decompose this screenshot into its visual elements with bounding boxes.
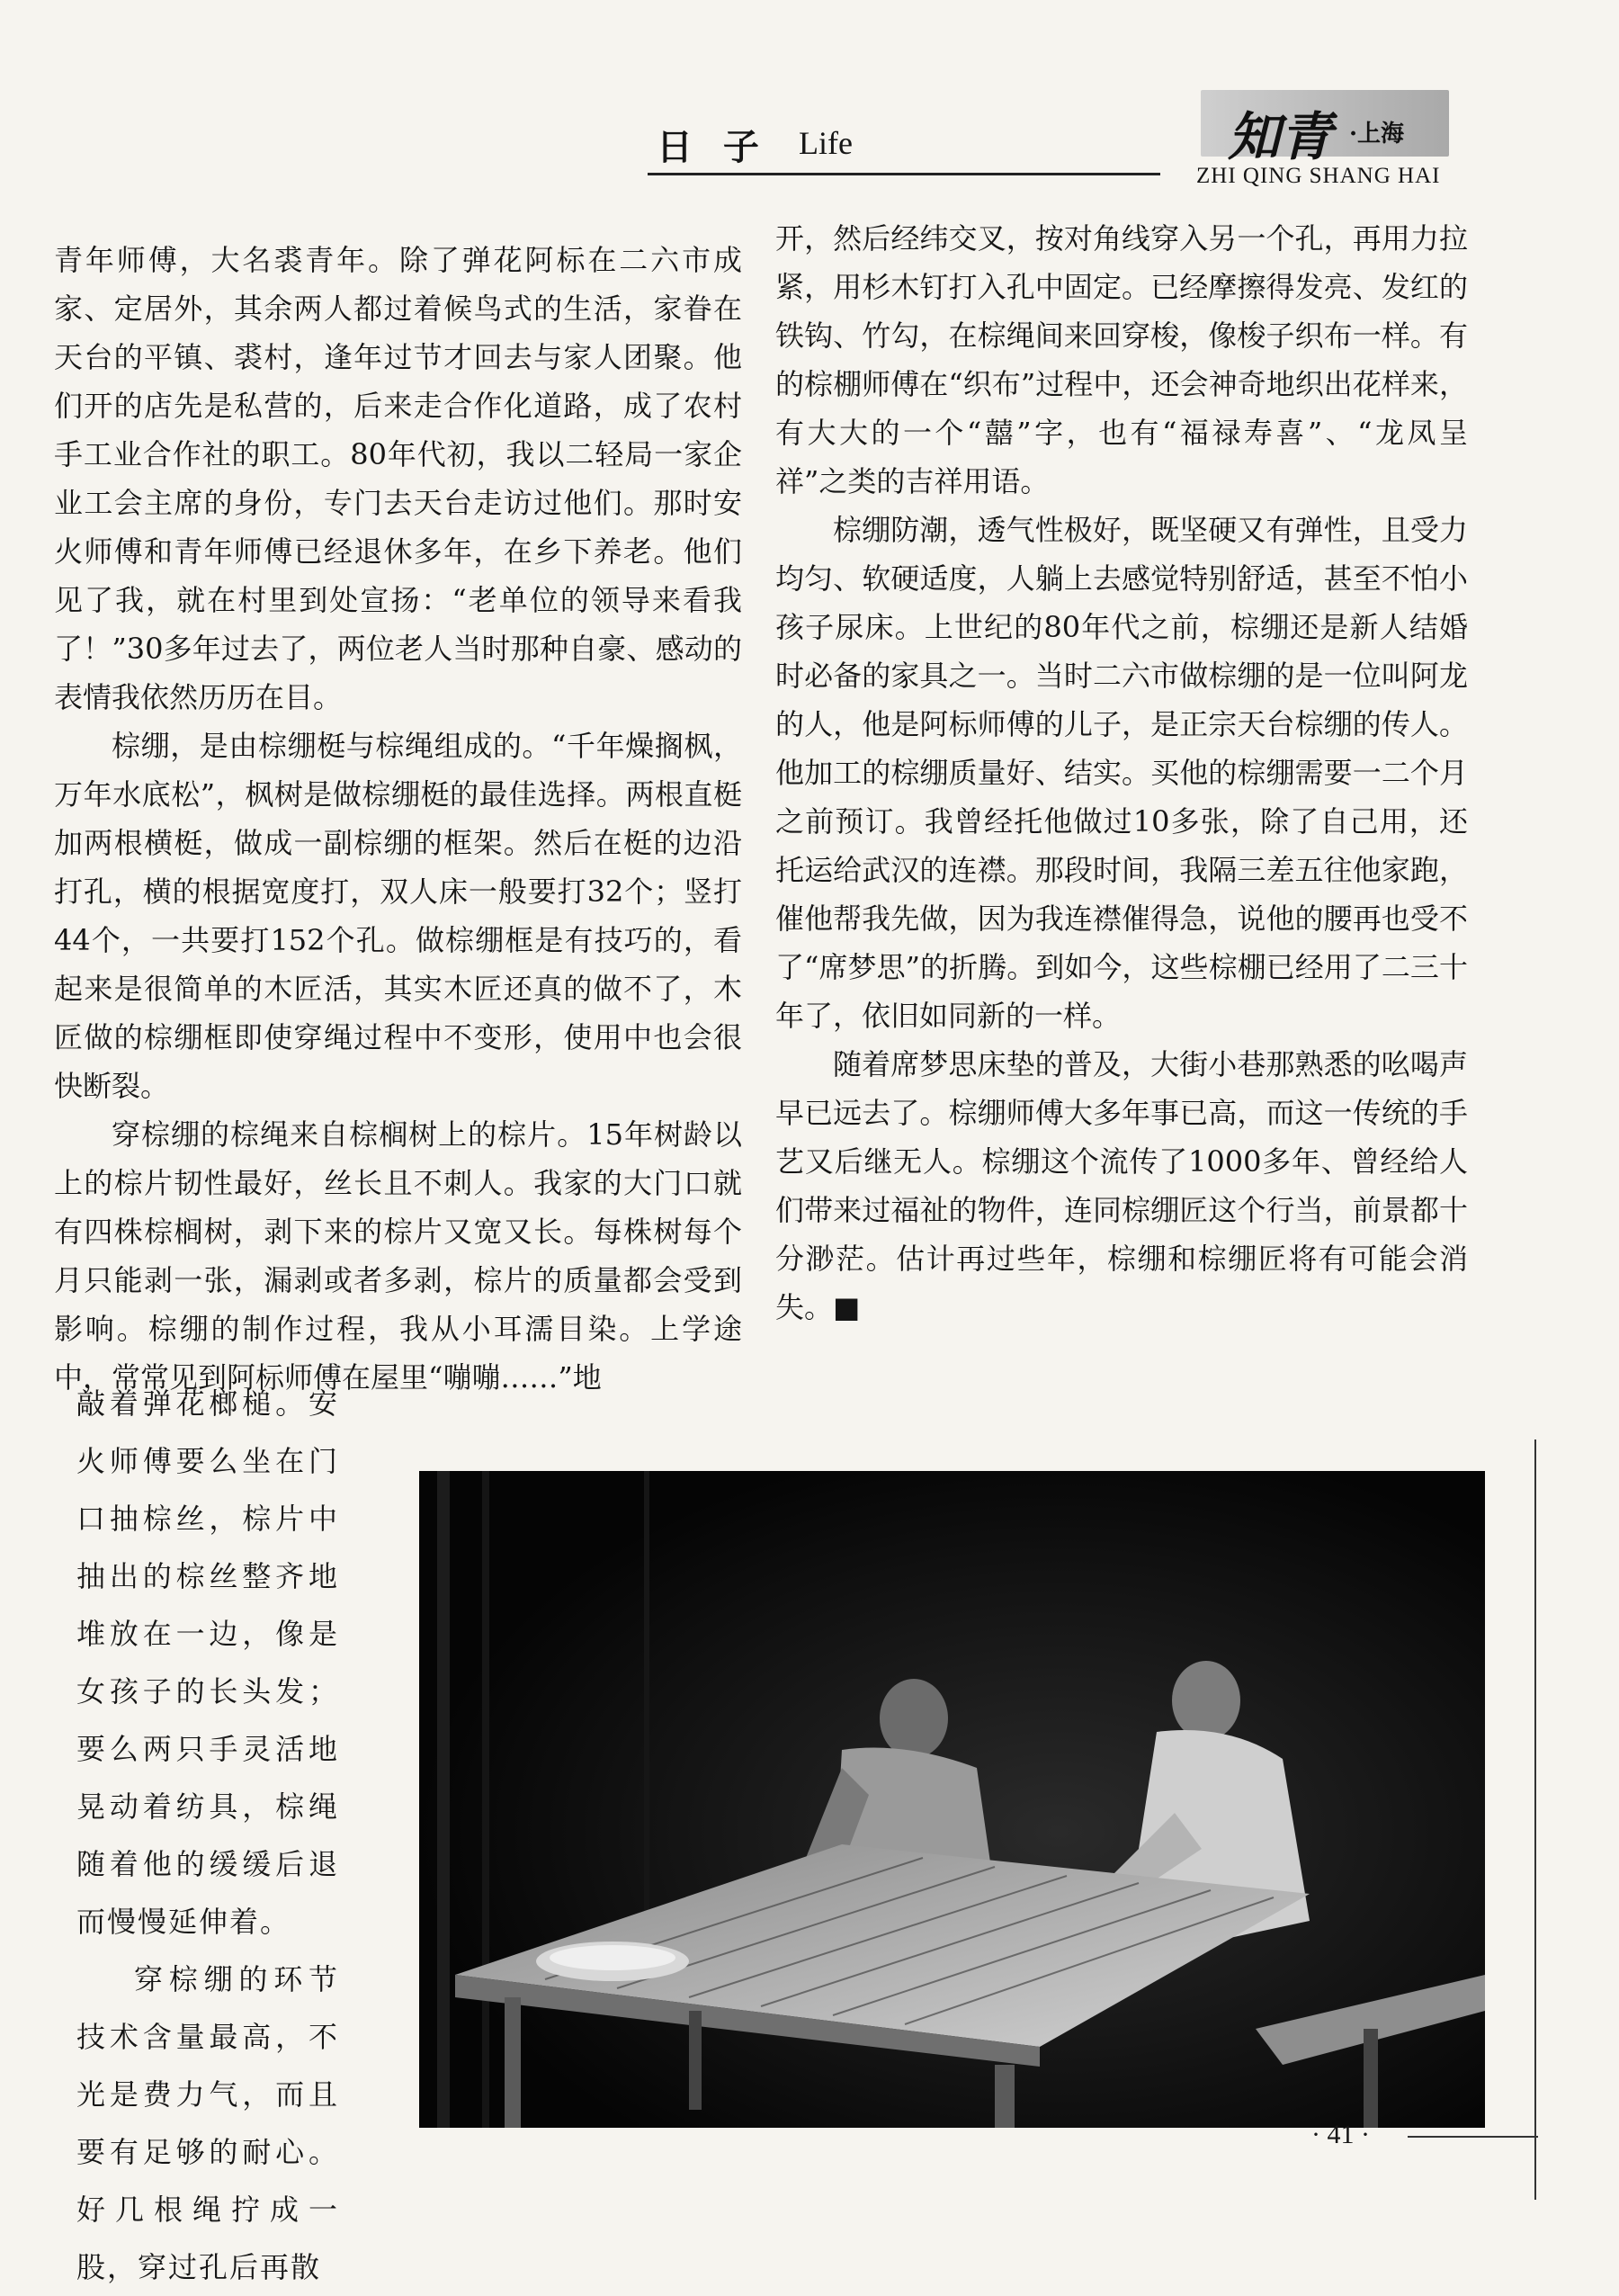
paragraph: 穿棕绷的棕绳来自棕榈树上的棕片。15年树龄以上的棕片韧性最好，丝长且不刺人。我家的大门口就有四株棕榈树，剥下来的棕片又宽又长。每株树每个月只能剥一张，漏剥或者多剥，棕片的质量都会受到影响。棕绷的制作过程，我从小耳濡目染。上学途中，常常见到阿标师傅在屋里“嘣嘣……”地 — [54, 1117, 742, 1395]
paragraph: 棕绷防潮，透气性极好，既坚硬又有弹性，且受力均匀、软硬适度，人躺上去感觉特别舒适，甚至不怕小孩子尿床。上世纪的80年代之前，棕绷还是新人结婚时必备的家具之一。当时二六市做棕绷的是一位叫阿龙的人，他是阿标师傅的儿子，是正宗天台棕绷的传人。他加工的棕绷质量好、结实。买他的棕绷需要一二个月之前预订。我曾经托他做过10多张，除了自己用，还托运给武汉的连襟。那段时间，我隔三差五往他家跑，催他帮我先做，因为我连襟催得急，说他的腰再也受不了“席梦思”的折腾。到如今，这些棕棚已经用了二三十年了，依旧如同新的一样。 — [775, 513, 1468, 1033]
page-border-line — [1534, 1439, 1536, 2200]
paragraph: 随着席梦思床垫的普及，大街小巷那熟悉的吆喝声早已远去了。棕绷师傅大多年事已高，而这一传统的手艺又后继无人。棕绷这个流传了1000多年、曾经给人们带来过福祉的物件，连同棕绷匠这个行当，前景都十分渺茫。估计再过些年，棕绷和棕绷匠将有可能会消失。■ — [775, 1047, 1468, 1324]
header-rule — [648, 173, 1160, 175]
article-left-column — [54, 236, 742, 1402]
section-title: 日 子 — [657, 126, 768, 168]
section-title-english: Life — [799, 125, 853, 161]
article-photo — [419, 1471, 1485, 2128]
paragraph: 开，然后经纬交叉，按对角线穿入另一个孔，再用力拉紧，用杉木钉打入孔中固定。已经摩擦得发亮、发红的铁钩、竹勾，在棕绳间来回穿梭，像梭子织布一样。有的棕棚师傅在“织布”过程中，还会神奇地织出花样来，有大大的一个“囍”字，也有“福禄寿喜”、“龙凤呈祥”之类的吉祥用语。 — [775, 221, 1468, 498]
paragraph: 青年师傅，大名裘青年。除了弹花阿标在二六市成家、定居外，其余两人都过着候鸟式的生活，家眷在天台的平镇、裘村，逢年过节才回去与家人团聚。他们开的店先是私营的，后来走合作化道路，成了农村手工业合作社的职工。80年代初，我以二轻局一家企业工会主席的身份，专门去天台走访过他们。那时安火师傅和青年师傅已经退休多年，在乡下养老。他们见了我，就在村里到处宣扬：“老单位的领导来看我了！”30多年过去了，两位老人当时那种自豪、感动的表情我依然历历在目。 — [54, 243, 742, 714]
footer-rule — [1408, 2136, 1538, 2138]
logo-sub-text: ·上海 — [1349, 121, 1405, 148]
logo-main-text: 知青 — [1228, 106, 1333, 167]
paragraph: 穿棕绷的环节技术含量最高，不光是费力气，而且要有足够的耐心。好几根绳拧成一股，穿过孔后再散 — [76, 1962, 339, 2284]
article-narrow-column — [76, 1375, 339, 2296]
page-number: · 41 · — [1311, 2120, 1370, 2149]
paragraph: 棕绷，是由棕绷梃与棕绳组成的。“千年燥搁枫，万年水底松”，枫树是做棕绷梃的最佳选择。两根直梃加两根横梃，做成一副棕绷的框架。然后在梃的边沿打孔，横的根据宽度打，双人床一般要打32个；竖打44个，一共要打152个孔。做棕绷框是有技巧的，看起来是很简单的木匠活，其实木匠还真的做不了，木匠做的棕绷框即使穿绳过程中不变形，使用中也会很快断裂。 — [54, 729, 742, 1103]
article-right-column — [775, 214, 1468, 1332]
logo-pinyin: ZHI QING SHANG HAI — [1196, 164, 1441, 188]
paragraph: 敲着弹花榔槌。安火师傅要么坐在门口抽棕丝，棕片中抽出的棕丝整齐地堆放在一边，像是女孩子的长头发；要么两只手灵活地晃动着纺具，棕绳随着他的缓缓后退而慢慢延伸着。 — [76, 1386, 339, 1939]
